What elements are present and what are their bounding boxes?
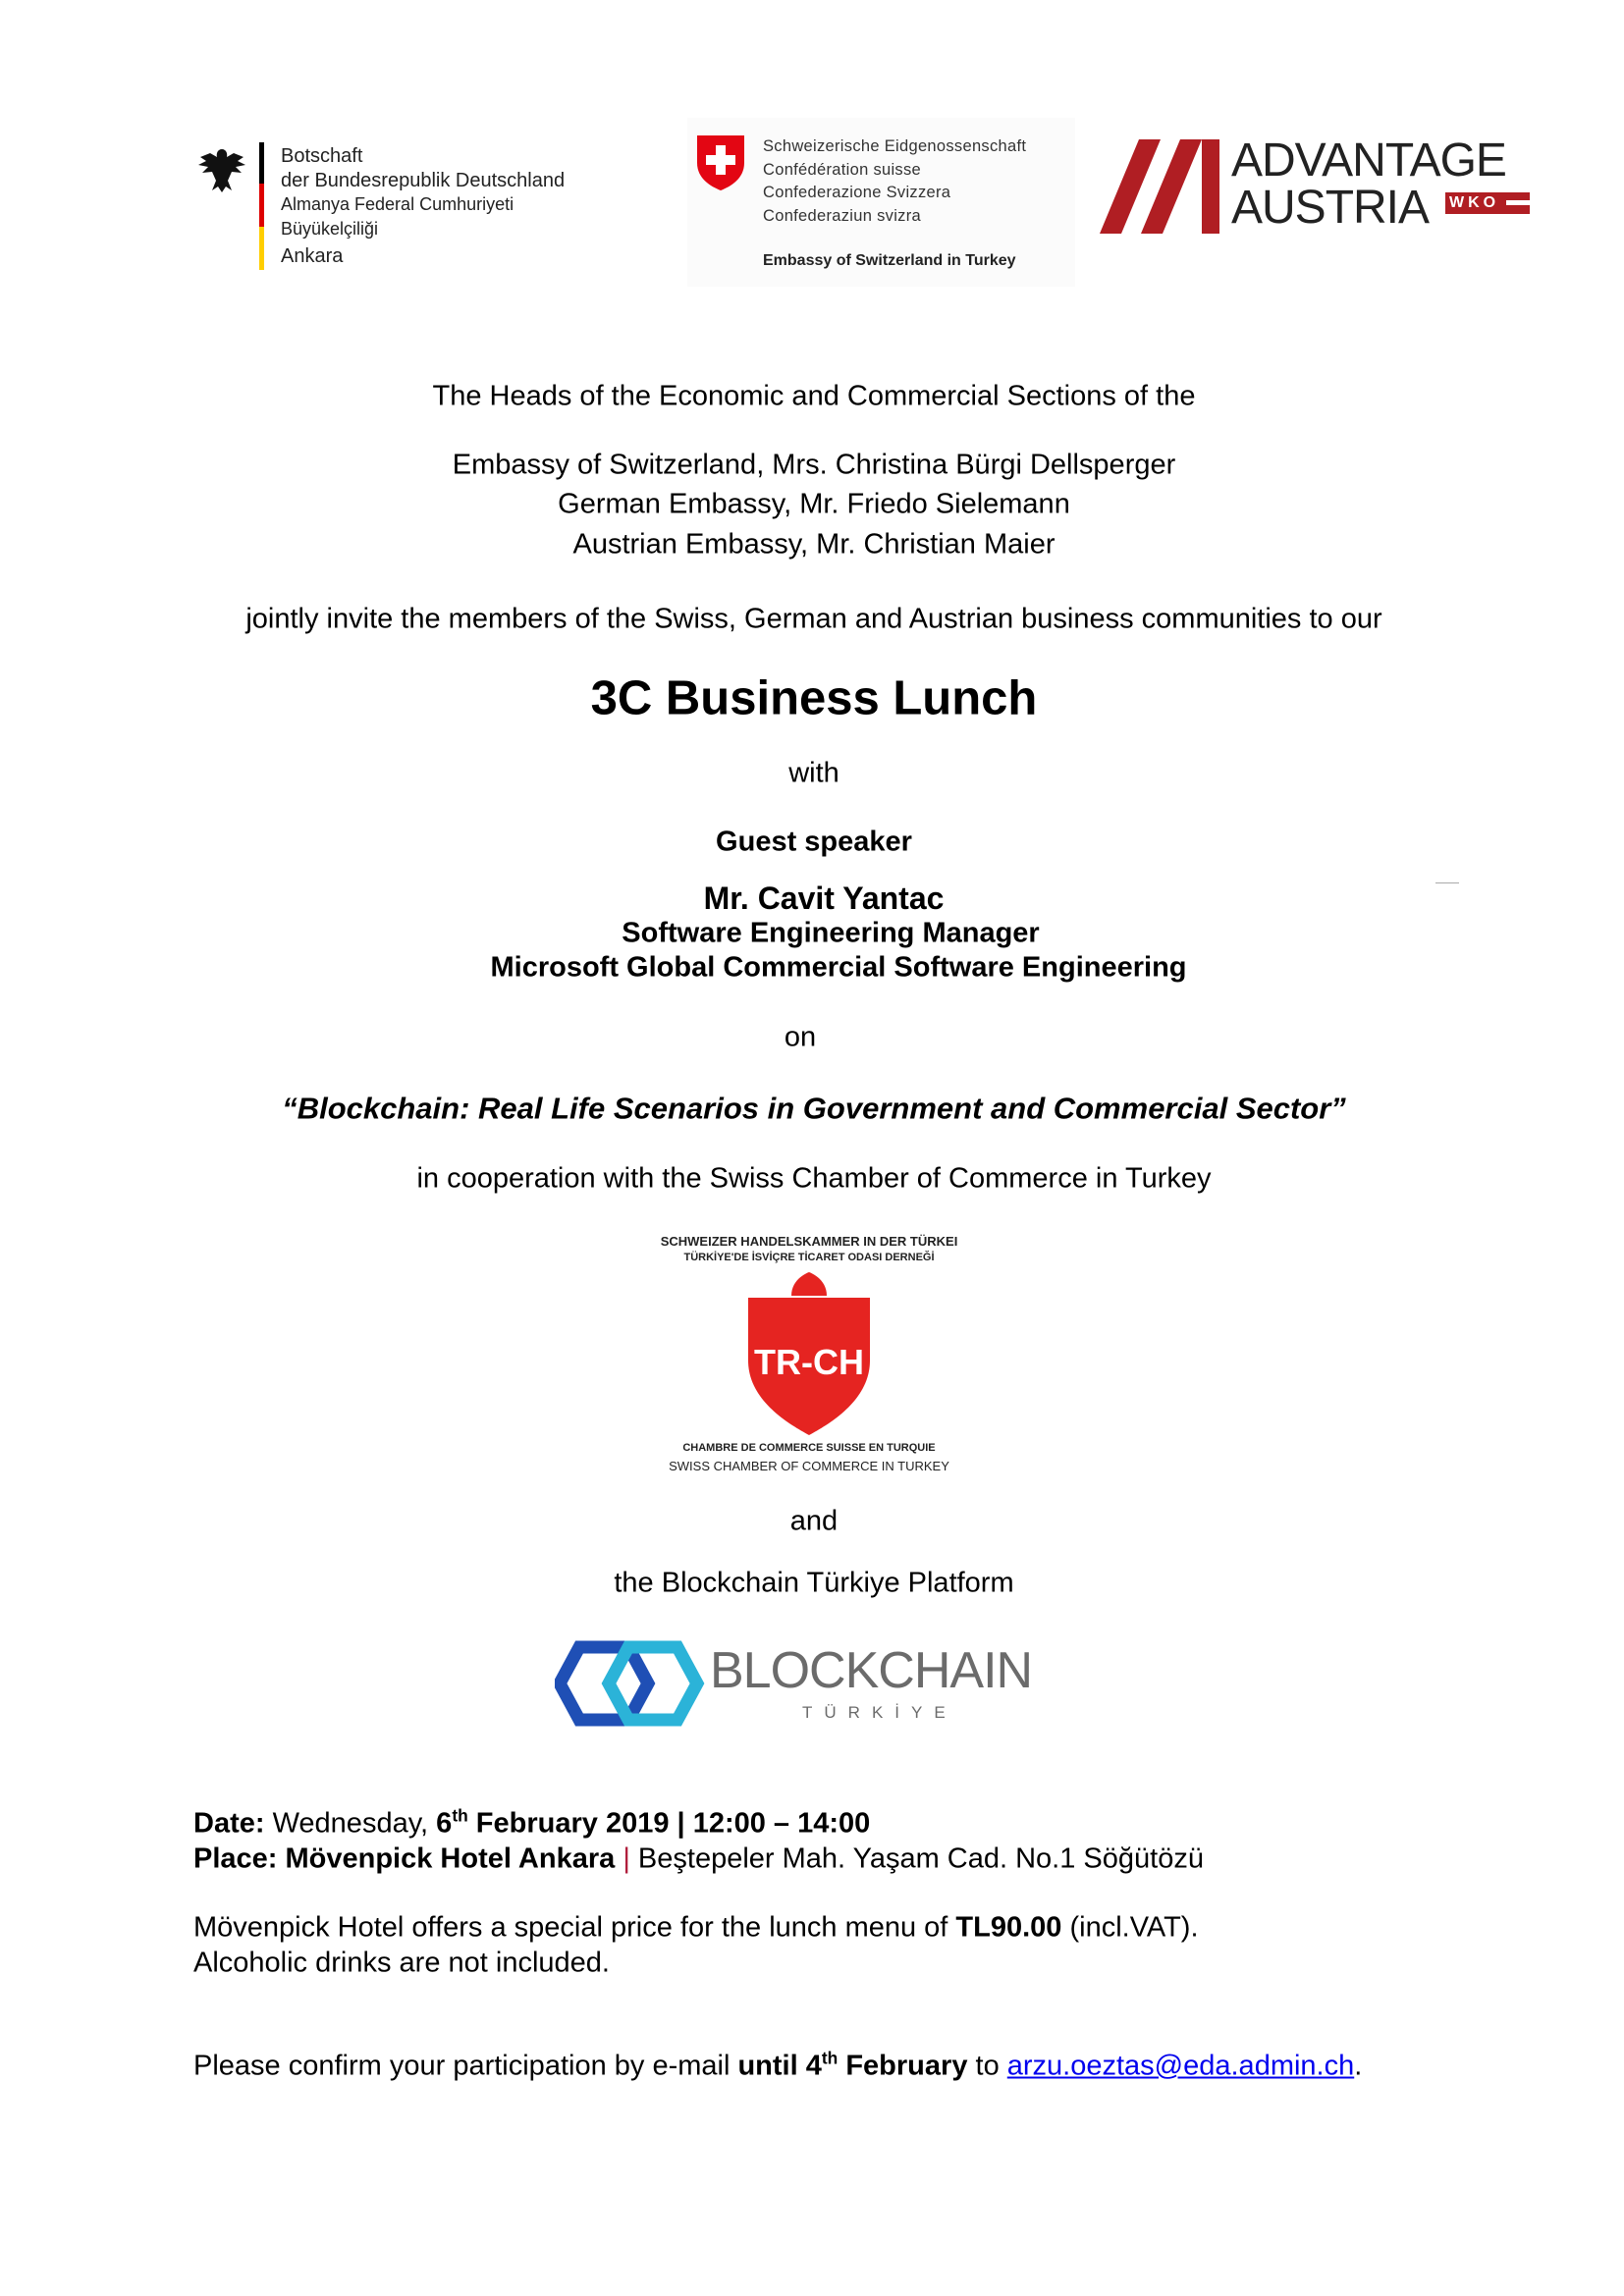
divider (1435, 882, 1459, 883)
price-line: Mövenpick Hotel offers a special price for the lunch menu of TL90.00 (incl.VAT). (193, 1911, 1199, 1944)
chamber-bottom2-text: SWISS CHAMBER OF COMMERCE IN TURKEY (669, 1459, 949, 1473)
chamber-center-text: TR-CH (754, 1342, 864, 1382)
event-title: 3C Business Lunch (590, 671, 1038, 725)
swiss-embassy-logo (687, 118, 1075, 287)
host-austrian: Austrian Embassy, Mr. Christian Maier (572, 528, 1056, 561)
logo-line: AUSTRIA (1231, 182, 1430, 234)
jointly-text: jointly invite the members of the Swiss, German and Austrian business communities to our (245, 603, 1382, 635)
logo-line: der Bundesrepublik Deutschland (281, 169, 566, 191)
logo-subtitle: Embassy of Switzerland in Turkey (763, 252, 1016, 269)
blockchain-sub: TÜRKİYE (802, 1703, 957, 1722)
rsvp-line: Please confirm your participation by e-mail until 4th February to arzu.oeztas@eda.admin.ch. (193, 2048, 1363, 2082)
german-embassy-logo (196, 142, 609, 270)
speaker-role: Software Engineering Manager (622, 917, 1040, 949)
logo-line: Confederaziun svizra (763, 206, 921, 225)
logo-line: Ankara (281, 245, 344, 267)
intro-text: The Heads of the Economic and Commercial Sections of the (432, 380, 1196, 412)
logo-line: Schweizerische Eidgenossenschaft (763, 137, 1027, 155)
guest-label: Guest speaker (716, 826, 912, 858)
host-german: German Embassy, Mr. Friedo Sielemann (558, 488, 1070, 520)
platform-text: the Blockchain Türkiye Platform (614, 1567, 1014, 1599)
on-text: on (784, 1021, 817, 1053)
topic: “Blockchain: Real Life Scenarios in Government and Commercial Sector” (282, 1091, 1346, 1126)
logo-line: Confédération suisse (763, 160, 922, 179)
wko-badge: WKO (1445, 192, 1530, 214)
logo-line: Büyükelçiliği (281, 218, 379, 239)
chamber-top-text: SCHWEIZER HANDELSKAMMER IN DER TÜRKEI (660, 1234, 958, 1249)
speaker-org: Microsoft Global Commercial Software Engineering (490, 951, 1187, 984)
logo-line: Botschaft (281, 145, 363, 167)
advantage-austria-logo (1100, 134, 1532, 236)
and-text: and (789, 1505, 839, 1537)
date-line: Date: Wednesday, 6th February 2019 | 12:00 – 14:00 (193, 1805, 871, 1840)
logo-line: Almanya Federal Cumhuriyeti (281, 194, 514, 214)
email-link[interactable]: arzu.oeztas@eda.admin.ch (1006, 2050, 1355, 2082)
blockchain-turkiye-logo (555, 1639, 1041, 1728)
host-swiss: Embassy of Switzerland, Mrs. Christina Bürgi Dellsperger (452, 449, 1176, 481)
cooperation-text: in cooperation with the Swiss Chamber of Commerce in Turkey (416, 1162, 1212, 1195)
with-text: with (788, 757, 839, 789)
speaker-name: Mr. Cavit Yantac (703, 881, 945, 916)
alcohol-note: Alcoholic drinks are not included. (193, 1947, 610, 1979)
logo-line: ADVANTAGE (1231, 134, 1506, 187)
blockchain-name: BLOCKCHAIN (710, 1642, 1033, 1699)
logo-line: Confederazione Svizzera (763, 184, 951, 201)
swiss-chamber-logo (660, 1234, 958, 1474)
swiss-shield-icon (695, 133, 746, 192)
hexagon-links-icon (555, 1639, 707, 1728)
chamber-bottom-text: CHAMBRE DE COMMERCE SUISSE EN TURQUIE (682, 1442, 936, 1454)
eagle-icon (196, 145, 247, 194)
chamber-top2-text: TÜRKİYE'DE İSVİÇRE TİCARET ODASI DERNEĞİ (683, 1252, 935, 1263)
austria-stripes-icon (1100, 139, 1222, 234)
place-line: Place: Mövenpick Hotel Ankara | Beştepeler Mah. Yaşam Cad. No.1 Söğütözü (193, 1842, 1204, 1875)
